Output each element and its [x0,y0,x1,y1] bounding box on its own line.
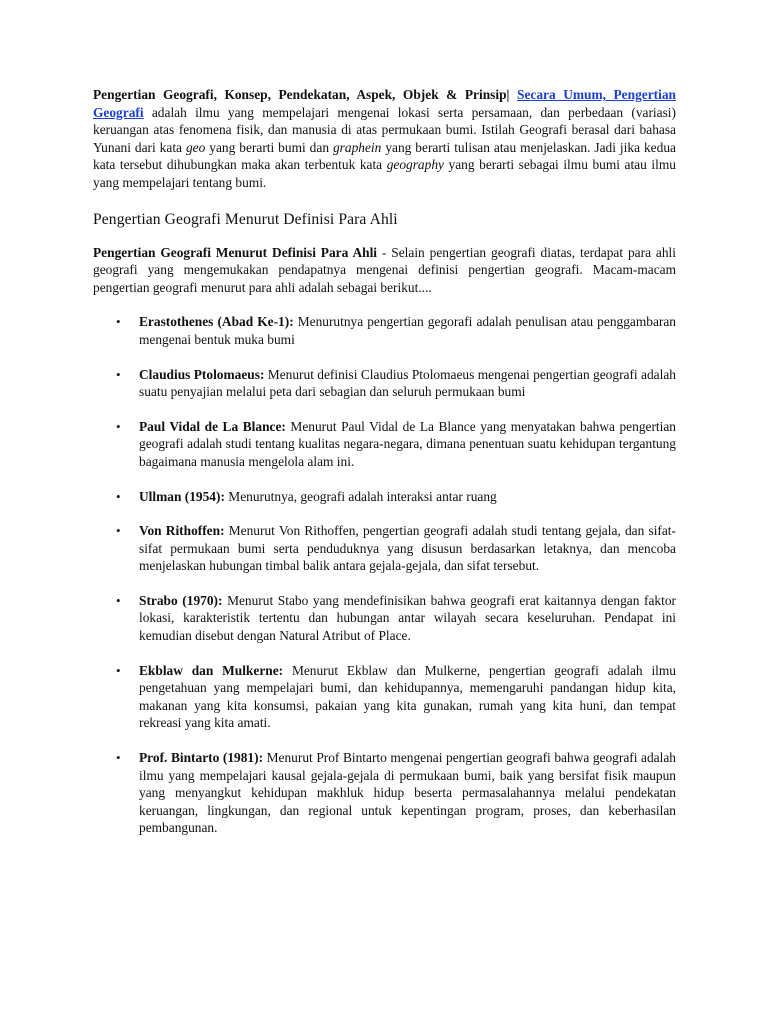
intro-lead: Pengertian Geografi, Konsep, Pendekatan, Aspek, Objek & Prinsip| [93,87,510,102]
bullet-icon: • [116,366,121,382]
term-geography: geography [386,157,444,173]
definition-text-block [139,522,676,575]
definition-text-block [139,313,676,348]
definition-name: Prof. Bintarto (1981): [139,750,264,766]
definition-name: Erastothenes (Abad Ke-1): [139,314,294,330]
definition-text-block [139,662,676,732]
definition-item [93,418,676,471]
definition-item [93,366,676,401]
definition-name: Claudius Ptolomaeus: [139,366,265,382]
bullet-icon: • [116,488,121,504]
definition-text-block [139,749,676,837]
section-intro-paragraph [93,244,676,297]
bullet-icon: • [116,592,121,608]
section-lead: Pengertian Geografi Menurut Definisi Para Ahli [93,244,378,260]
definition-text: Menurut Stabo yang mendefinisikan bahwa geografi erat kaitannya dengan faktor lokasi, karakteristik tertentu dan hubungan antar wilayah secara keseluruhan. Pendapat ini kemudian disebut dengan Natural Atribut of Place. [139,592,676,644]
document-page [93,86,676,854]
bullet-icon: • [116,523,121,539]
definition-text-block [139,488,676,506]
bullet-icon: • [116,418,121,434]
bullet-icon: • [116,314,121,330]
intro-link[interactable]: Secara Umum, Pengertian Geografi [93,87,676,120]
definition-name: Paul Vidal de La Blance: [139,418,286,434]
definition-item [93,662,676,732]
intro-text-3: yang berarti tulisan atau menjelaskan. Jadi jika kedua kata tersebut dihubungkan maka akan terbentuk kata [93,139,676,173]
term-graphein: graphein [332,139,382,155]
definition-text: Menurut Ekblaw dan Mulkerne, pengertian geografi adalah ilmu pengetahuan yang mempelajari bumi, dan kehidupannya, memengaruhi pandangan hidup kita, makanan yang kita konsumsi, pakaian yang kita gunakan, rumah yang kita huni, dan tempat rekreasi yang kita amati. [139,662,676,731]
definition-text: Menurutnya, geografi adalah interaksi antar ruang [228,488,497,504]
definitions-list [93,313,676,837]
definition-name: Von Rithoffen: [139,523,225,539]
bullet-icon: • [116,662,121,678]
definition-text: Menurut Prof Bintarto mengenai pengertian geografi bahwa geografi adalah ilmu yang mempelajari kausal gejala-gejala di permukaan bumi, baik yang bersifat fisik maupun yang menyangkut kehidupan makhluk hidup beserta permasalahannya melalui pendekatan keruangan, lingkungan, dan regional untuk kepentingan program, proses, dan keberhasilan pembangunan. [139,750,676,836]
definition-text: Menurut definisi Claudius Ptolomaeus mengenai pengertian geografi adalah suatu penyajian melalui peta dari sebagian dan seluruh permukaan bumi [139,366,676,400]
intro-text-4: yang berarti sebagai ilmu bumi atau ilmu yang mempelajari tentang bumi. [93,157,676,190]
definition-item [93,592,676,645]
definition-item [93,488,676,506]
section-text: - Selain pengertian geografi diatas, terdapat para ahli geografi yang mengemukakan pendapatnya mengenai definisi pengertian geografi. Macam-macam pengertian geografi menurut para ahli adalah sebagai berikut.... [93,244,676,295]
intro-text-1: adalah ilmu yang mempelajari mengenai lokasi serta persamaan, dan perbedaan (variasi) keruangan atas fenomena fisik, dan manusia di atas permukaan bumi. Istilah Geografi berasal dari bahasa Yunani dari kata [93,104,676,155]
definition-item [93,522,676,575]
definition-name: Ullman (1954): [139,488,225,504]
intro-paragraph [93,86,676,192]
definition-text-block [139,366,676,401]
definition-item [93,749,676,837]
definition-text: Menurutnya pengertian gegorafi adalah penulisan atau penggambaran mengenai bentuk muka bumi [139,314,677,347]
definition-text-block [139,418,676,471]
definition-text: Menurut Von Rithoffen, pengertian geografi adalah studi tentang gejala, dan sifat-sifat permukaan bumi serta penduduknya yang disusun berdasarkan letaknya, dan mencoba menjelaskan hubungan timbal balik antara gejala-gejala, dan sifat tersebut. [139,523,676,574]
intro-text-2: yang berarti bumi dan [209,139,330,155]
definition-name: Strabo (1970): [139,592,223,608]
definition-text-block [139,592,676,645]
definition-text: Menurut Paul Vidal de La Blance yang menyatakan bahwa pengertian geografi adalah studi tentang kualitas negara-negara, dimana penentuan suatu kehidupan tergantung bagaimana manusia mengelola alam ini. [139,418,677,469]
definition-item [93,313,676,348]
definition-name: Ekblaw dan Mulkerne: [139,662,284,678]
term-geo: geo [185,139,206,155]
bullet-icon: • [116,750,121,766]
section-heading: Pengertian Geografi Menurut Definisi Para Ahli [93,210,398,228]
